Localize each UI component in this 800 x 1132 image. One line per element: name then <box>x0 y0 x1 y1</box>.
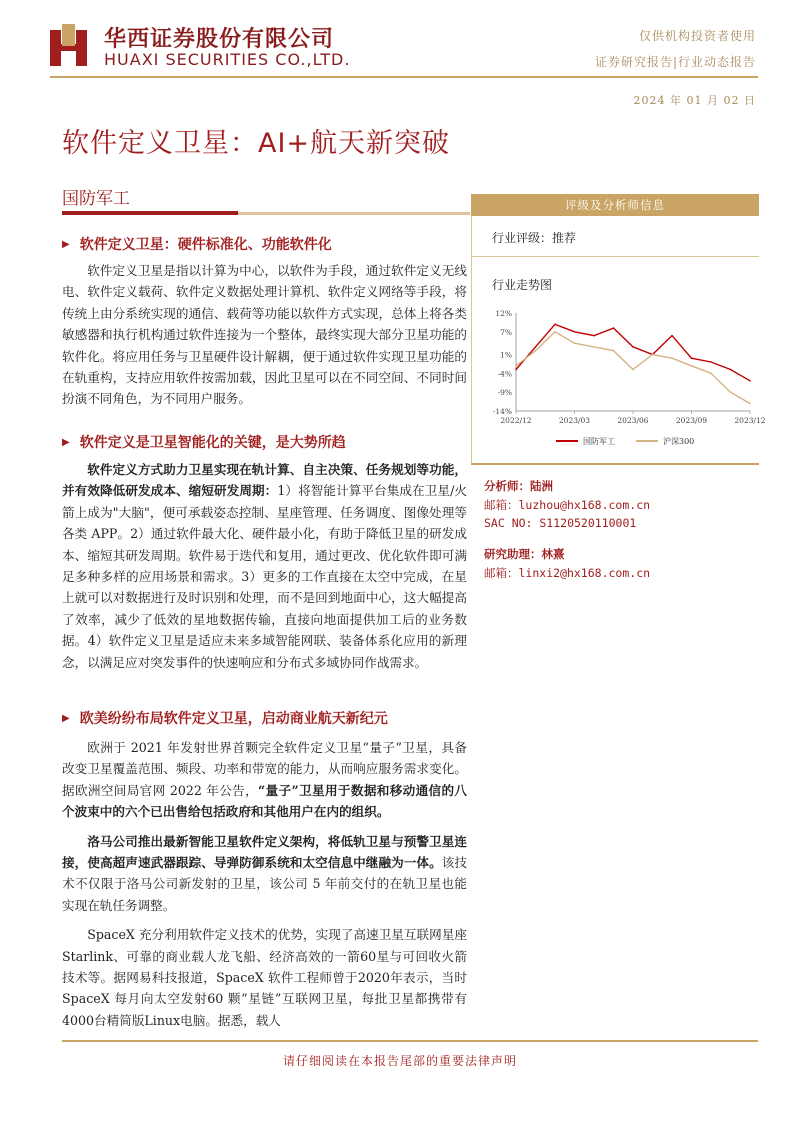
data-point <box>593 346 595 348</box>
paragraph: SpaceX 充分利用软件定义技术的优势，实现了高速卫星互联网星座Starlink、可靠的商业载人龙飞船、经济高效的一箭60星与可回收火箭技术等。据网易科技报道，SpaceX 软件工程师曾于2020年表示，当时 SpaceX 每月向太空发射60 颗“星链”互联网卫星，每批卫星都携带有4000台精简版Linux电脑。据悉，载人 <box>62 927 467 1028</box>
data-point <box>535 346 537 348</box>
y-tick-label: 12% <box>495 309 512 318</box>
data-point <box>515 369 517 371</box>
triangle-bullet-icon: ▶ <box>62 239 70 250</box>
legend-label: 国防军工 <box>583 437 615 446</box>
triangle-bullet-icon: ▶ <box>62 713 70 724</box>
footer-divider <box>62 1040 758 1042</box>
sidebar-divider <box>471 463 759 465</box>
company-name-cn: 华西证券股份有限公司 <box>104 27 335 52</box>
sector-label: 国防军工 <box>62 189 130 209</box>
series-line-hs300 <box>516 332 750 404</box>
industry-rating: 行业评级：推荐 <box>492 231 577 245</box>
data-point <box>671 357 673 359</box>
y-tick-label: -9% <box>497 388 512 398</box>
section-body <box>62 459 467 673</box>
assistant-name: 研究助理：林熹 <box>484 547 565 561</box>
report-title: 软件定义卫星：AI+航天新突破 <box>62 128 451 159</box>
data-point <box>730 391 732 393</box>
paragraph: 洛马公司推出最新智能卫星软件定义架构，将低轨卫星与预警卫星连接，使高超声速武器跟踪、导弹防御系统和太空信息中继融为一体。该技术不仅限于洛马公司新发射的卫星，该公司 5 年前交付的在轨卫星也能实现在轨任务调整。 <box>62 833 468 913</box>
x-tick-label: 2023/09 <box>675 416 708 425</box>
x-tick-label: 2023/06 <box>617 416 649 425</box>
analyst-sac: SAC NO: S1120520110001 <box>484 516 637 530</box>
data-point <box>671 335 673 337</box>
data-point <box>613 350 615 352</box>
paragraph: 软件定义卫星是指以计算为中心，以软件为手段，通过软件定义无线电、软件定义载荷、软件定义数据处理计算机、软件定义网络等手段，将传统上由分系统实现的通信、载荷等功能以软件方式实现，总体上将各类敏感器和执行机构通过软件连接为一个整体，最终实现大部分卫星功能的软件化。将应用任务与卫星硬件设计解耦，便于通过软件实现卫星功能的在轨重构，支持应用软件按需加载，因此卫星可以在不同空间、不同时间扮演不同角色，为不同用户服务。 <box>62 263 467 407</box>
sidebar-border <box>471 216 472 463</box>
header-divider <box>50 76 758 78</box>
y-tick-label: -14% <box>492 407 512 416</box>
data-point <box>632 369 634 371</box>
x-tick-label: 2022/12 <box>500 416 532 425</box>
paragraph-rest: 1）将智能计算平台集成在卫星/火箭上成为"大脑"，便可承载姿态控制、星座管理、任务调度、图像处理等各类 APP。2）通过软件最大化、硬件最小化，有助于降低卫星的研发成本、缩短其研发周期。软件易于迭代和复用，通过更改、优化软件即可满足多种多样的应用场景和需求。3）更多的工作直接在太空中完成，在星上就可以对数据进行及时识别和处理，而不是回到地面中心，这大幅提高了效率，减少了低效的星地数据传输，直接向地面提供加工后的业务数据。4）软件定义卫星是适应未来多域智能网联、装备体系化应用的新理念，以满足应对突发事件的快速响应和分布式多域协同作战需求。 <box>62 483 468 670</box>
data-point <box>632 346 634 348</box>
analyst-block <box>484 478 650 581</box>
data-point <box>691 365 693 367</box>
sidebar-divider <box>471 256 759 257</box>
data-point <box>749 380 751 382</box>
data-point <box>691 357 693 359</box>
section-heading: ▶ 软件定义是卫星智能化的关键，是大势所趋 <box>62 435 346 451</box>
x-tick-label: 2023/03 <box>558 416 591 425</box>
analyst-name: 分析师：陆洲 <box>484 479 553 493</box>
data-point <box>593 335 595 337</box>
sidebar-header: 评级及分析师信息 <box>471 194 759 216</box>
data-point <box>730 369 732 371</box>
section-body <box>62 737 467 1031</box>
x-tick-label: 2023/12 <box>734 416 766 425</box>
y-tick-label: 1% <box>500 350 512 360</box>
section-heading: ▶ 软件定义卫星：硬件标准化、功能软件化 <box>62 237 332 253</box>
bold-lead: 软件定义方式助力卫星实现在轨计算、自主决策、任务规划等功能，并有效降低研发成本、缩短研发周期： <box>62 462 467 499</box>
report-type: 证券研究报告|行业动态报告 <box>594 55 756 69</box>
industry-trend-chart <box>478 305 766 455</box>
triangle-bullet-icon: ▶ <box>62 437 70 448</box>
footer-disclaimer: 请仔细阅读在本报告尾部的重要法律声明 <box>282 1054 517 1068</box>
data-point <box>710 361 712 363</box>
sector-underline-accent <box>62 211 238 215</box>
data-point <box>535 350 537 352</box>
series-line-defense <box>516 324 750 381</box>
data-point <box>515 365 517 367</box>
data-point <box>749 403 751 405</box>
legend-label: 沪深300 <box>663 437 695 446</box>
data-point <box>613 327 615 329</box>
section-heading: ▶ 欧美纷纷布局软件定义卫星，启动商业航天新纪元 <box>62 711 388 727</box>
data-point <box>554 324 556 326</box>
data-point <box>554 331 556 333</box>
analyst-email: 邮箱：luzhou@hx168.com.cn <box>484 498 651 512</box>
report-date: 2024 年 01 月 02 日 <box>633 94 756 107</box>
assistant-email: 邮箱：linxi2@hx168.com.cn <box>484 566 651 580</box>
data-point <box>710 373 712 375</box>
y-tick-label: 7% <box>500 327 512 337</box>
y-tick-label: -4% <box>497 369 512 379</box>
data-point <box>574 342 576 344</box>
paragraph <box>62 459 467 673</box>
data-point <box>574 331 576 333</box>
huaxi-logo-icon <box>50 24 94 68</box>
section-body <box>62 260 467 410</box>
company-name-en: HUAXI SECURITIES CO.,LTD. <box>104 50 351 69</box>
data-point <box>652 354 654 356</box>
audience-note: 仅供机构投资者使用 <box>638 29 756 43</box>
paragraph: 欧洲于 2021 年发射世界首颗完全软件定义卫星“量子”卫星，具备改变卫星覆盖范围、频段、功率和带宽的能力，从而响应服务需求变化。据欧洲空间局官网 2022 年公告，“量子”卫星用于数据和移动通信的八个波束中的六个已出售给包括政府和其他用户在内的组织。 <box>62 740 467 820</box>
trend-chart-title: 行业走势图 <box>492 278 553 292</box>
